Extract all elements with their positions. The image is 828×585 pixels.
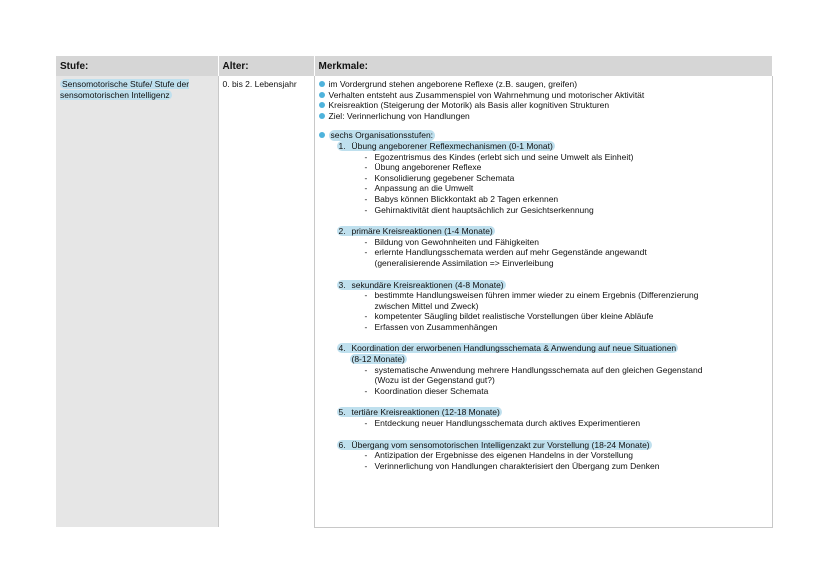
list-item: - Koordination dieser Schemata — [364, 385, 489, 396]
features-cell — [314, 76, 772, 527]
list-item: - Babys können Blickkontakt ab 2 Tagen erkennen — [364, 193, 559, 204]
org-heading-item — [319, 130, 768, 141]
org-stage-1: 1. Übung angeborener Reflexmechanismen (0-1 Monat) — [338, 140, 553, 151]
org-stage-5: 5. tertiäre Kreisreaktionen (12-18 Monate) — [338, 407, 500, 418]
org-stage-title: sekundäre Kreisreaktionen (4-8 Monate) — [351, 279, 504, 290]
org-stage-title: tertiäre Kreisreaktionen (12-18 Monate) — [351, 407, 500, 418]
org-heading: sechs Organisationsstufen: — [330, 130, 434, 141]
list-item: - bestimmte Handlungsweisen führen immer wieder zu einem Ergebnis (Differenzierung zwischen Mittel und Zweck) — [364, 290, 699, 311]
header-merkmale: Merkmale: — [314, 56, 772, 76]
bullet-icon — [319, 102, 325, 108]
org-stage-4-cont: (8-12 Monate) — [351, 354, 405, 365]
list-item: - Bildung von Gewohnheiten und Fähigkeiten — [364, 236, 539, 247]
age-cell — [218, 76, 314, 527]
list-item: Verhalten entsteht aus Zusammenspiel von Wahrnehmung und motorischer Aktivität — [319, 90, 768, 101]
header-stufe: Stufe: — [56, 56, 218, 76]
header-alter: Alter: — [218, 56, 314, 76]
list-item: - Antizipation der Ergebnisse des eigenen Handelns in der Vorstellung — [364, 450, 633, 461]
list-item: - kompetenter Säugling bildet realistische Vorstellungen über kleine Abläufe — [364, 311, 654, 322]
piaget-stage-table — [56, 56, 773, 528]
list-item: - Entdeckung neuer Handlungsschemata durch aktives Experimentieren — [364, 418, 641, 429]
list-item: im Vordergrund stehen angeborene Reflexe (z.B. saugen, greifen) — [319, 79, 768, 90]
list-item: - erlernte Handlungsschemata werden auf mehr Gegenstände angewandt (generalisierende Assimilation => Einverleibung — [364, 247, 647, 268]
table-row — [56, 76, 772, 527]
org-stage-6: 6. Übergang vom sensomotorischen Intelligenzakt zur Vorstellung (18-24 Monate) — [338, 439, 650, 450]
bullet-icon — [319, 113, 325, 119]
bullet-icon — [319, 132, 325, 138]
list-item: Kreisreaktion (Steigerung der Motorik) als Basis aller kognitiven Strukturen — [319, 100, 768, 111]
org-stage-title: primäre Kreisreaktionen (1-4 Monate) — [351, 226, 493, 237]
age-value: 0. bis 2. Lebensjahr — [222, 79, 297, 89]
table-header-row — [56, 56, 772, 76]
list-item: - systematische Anwendung mehrere Handlungsschemata auf den gleichen Gegenstand (Wozu ist der Gegenstand gut?) — [364, 364, 703, 386]
org-stage-title: Übergang vom sensomotorischen Intelligenzakt zur Vorstellung (18-24 Monate) — [351, 439, 650, 450]
stage-name: Sensomotorische Stufe/ Stufe der sensomotorischen Intelligenz — [60, 79, 190, 100]
list-item: - Gehirnaktivität dient hauptsächlich zur Gesichtserkennung — [364, 204, 594, 215]
org-stage-2: 2. primäre Kreisreaktionen (1-4 Monate) — [338, 226, 493, 237]
list-item: - Konsolidierung gegebener Schemata — [364, 172, 515, 183]
list-item: Ziel: Verinnerlichung von Handlungen — [319, 111, 768, 122]
org-stage-3: 3. sekundäre Kreisreaktionen (4-8 Monate) — [338, 279, 504, 290]
list-item: - Egozentrismus des Kindes (erlebt sich und seine Umwelt als Einheit) — [364, 151, 634, 162]
bullet-icon — [319, 81, 325, 87]
bullet-icon — [319, 92, 325, 98]
stage-cell — [56, 76, 218, 527]
list-item: - Übung angeborener Reflexe — [364, 162, 482, 173]
org-stage-4: 4. Koordination der erworbenen Handlungsschemata & Anwendung auf neue Situationen — [338, 343, 677, 354]
org-stage-title: Koordination der erworbenen Handlungsschemata & Anwendung auf neue Situationen — [351, 343, 677, 354]
list-item: - Anpassung an die Umwelt — [364, 183, 474, 194]
list-item: - Erfassen von Zusammenhängen — [364, 321, 498, 332]
org-stage-title: Übung angeborener Reflexmechanismen (0-1 Monat) — [351, 140, 553, 151]
list-item: - Verinnerlichung von Handlungen charakterisiert den Übergang zum Denken — [364, 460, 660, 471]
